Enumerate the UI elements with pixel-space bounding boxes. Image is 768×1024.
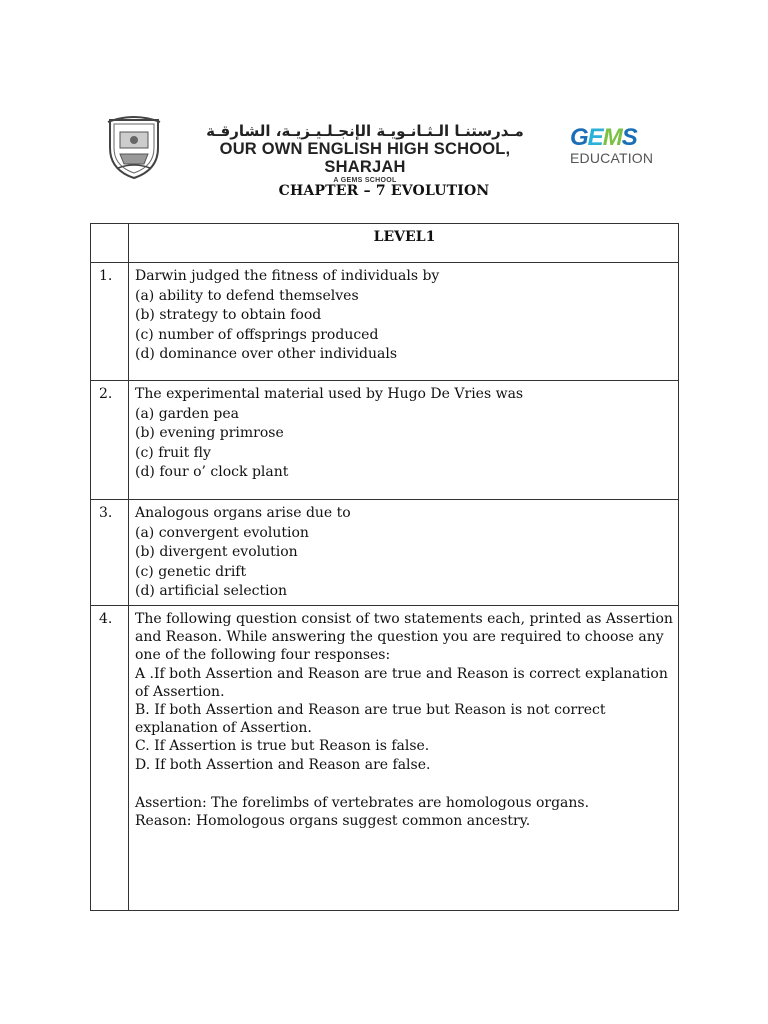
option: (b) evening primrose <box>135 425 284 441</box>
gems-logo-text <box>570 126 670 150</box>
question-row <box>91 381 679 500</box>
question-content <box>129 263 679 381</box>
option: (a) ability to defend themselves <box>135 287 359 304</box>
reason-statement: Reason: Homologous organs suggest common ancestry. <box>135 813 531 830</box>
question-number: 2. <box>91 381 129 500</box>
response-option: B. If both Assertion and Reason are true but Reason is not correct explanation of Assertion. <box>135 702 606 737</box>
option: (d) artificial selection <box>135 583 288 599</box>
question-content <box>129 500 679 606</box>
level-row <box>91 224 679 263</box>
school-name-block <box>190 122 540 186</box>
gems-logo-letter: G <box>570 124 588 151</box>
question-row <box>91 606 679 911</box>
spacer <box>135 774 674 794</box>
question-number: 3. <box>91 500 129 606</box>
gems-logo-letter: M <box>602 124 622 151</box>
response-option: C. If Assertion is true but Reason is false. <box>135 738 430 755</box>
assertion-statement: Assertion: The forelimbs of vertebrates are homologous organs. <box>135 794 590 811</box>
school-header <box>0 110 768 182</box>
question-number: 1. <box>91 263 129 381</box>
question-stem: Analogous organs arise due to <box>135 505 351 521</box>
level-heading: LEVEL1 <box>129 224 679 263</box>
level-number-cell <box>91 224 129 263</box>
chapter-title: CHAPTER – 7 EVOLUTION <box>278 183 490 199</box>
school-name-arabic: مـدرستنـا الـثـانـويـة الإنجـلـيـزيـة، الشارقـة <box>206 122 524 140</box>
response-option: A .If both Assertion and Reason are true and Reason is correct explanation of Assertion. <box>135 665 668 700</box>
option: (c) fruit fly <box>135 444 211 461</box>
gems-logo <box>570 126 670 166</box>
option: (c) genetic drift <box>135 563 247 580</box>
question-number: 4. <box>91 606 129 911</box>
option: (c) number of offsprings produced <box>135 326 379 343</box>
school-name: OUR OWN ENGLISH HIGH SCHOOL, SHARJAH <box>219 140 511 176</box>
option: (b) strategy to obtain food <box>135 307 322 323</box>
option: (d) four o’ clock plant <box>135 464 289 480</box>
question-content <box>129 381 679 500</box>
gems-education-label: EDUCATION <box>570 150 654 166</box>
gems-logo-letter: S <box>621 124 637 151</box>
school-subtitle: A GEMS SCHOOL <box>333 177 397 184</box>
gems-logo-letter: E <box>587 124 603 151</box>
school-crest-icon <box>104 114 164 180</box>
response-option: D. If both Assertion and Reason are false. <box>135 756 431 773</box>
option: (d) dominance over other individuals <box>135 346 398 362</box>
question-stem: The experimental material used by Hugo De Vries was <box>135 386 524 402</box>
question-stem: Darwin judged the fitness of individuals by <box>135 268 440 284</box>
option: (a) garden pea <box>135 405 240 422</box>
question-content <box>129 606 679 911</box>
option: (a) convergent evolution <box>135 524 309 541</box>
question-table <box>90 223 679 911</box>
option: (b) divergent evolution <box>135 544 298 560</box>
assertion-reason-instructions: The following question consist of two statements each, printed as Assertion and Reason. While answering the question you are required to choose any one of the following four responses: <box>135 611 673 664</box>
question-row <box>91 500 679 606</box>
question-row <box>91 263 679 381</box>
